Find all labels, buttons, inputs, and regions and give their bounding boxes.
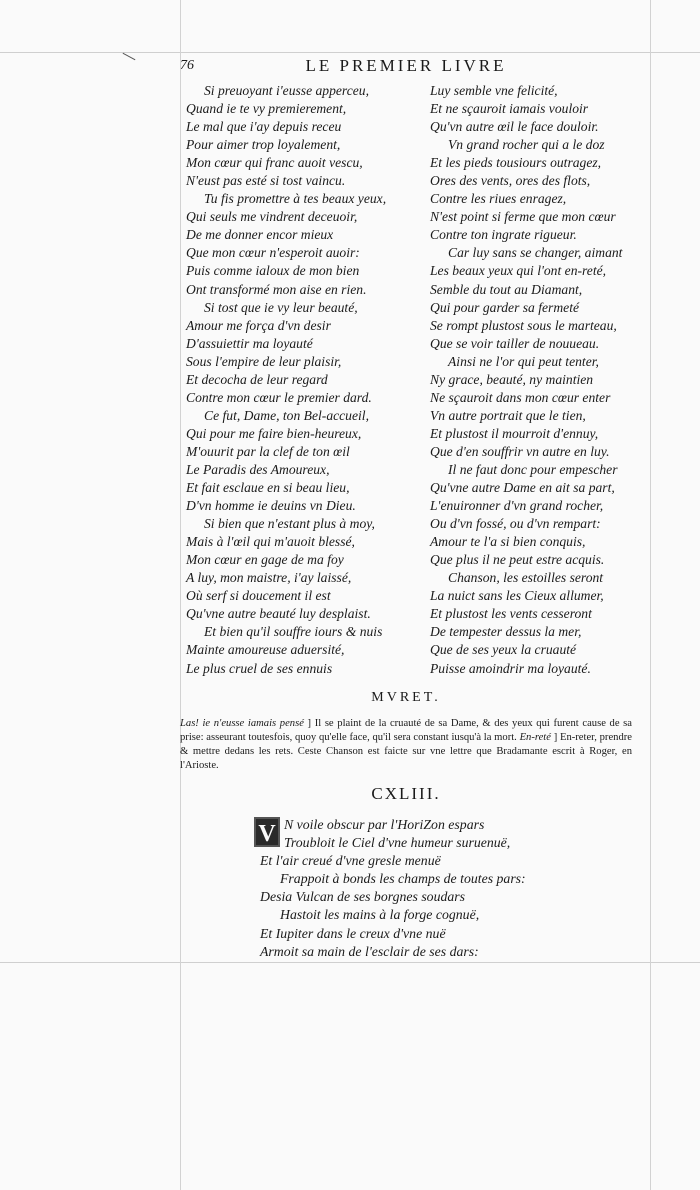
verse-line: Ce fut, Dame, ton Bel-accueil, <box>204 407 369 423</box>
verse-line: Et plustost il mourroit d'ennuy, <box>430 425 599 441</box>
verse-line: Et ne sçauroit iamais vouloir <box>430 101 589 117</box>
sonnet-number: CXLIII. <box>371 784 441 803</box>
commentary-text <box>180 717 632 773</box>
scan-rule-bottom <box>0 962 700 963</box>
verse-line: Et bien qu'il souffre iours & nuis <box>204 624 383 640</box>
scan-rule-right <box>650 0 651 1190</box>
dropcap-letter: V <box>254 817 280 847</box>
verse-line: Et fait esclaue en si beau lieu, <box>186 480 350 496</box>
verse-line: N'est point si ferme que mon cœur <box>430 209 616 225</box>
verse-line: La nuict sans les Cieux allumer, <box>430 588 604 604</box>
verse-line: Si tost que ie vy leur beauté, <box>204 299 358 315</box>
running-header <box>180 56 632 78</box>
verse-line: Le Paradis des Amoureux, <box>186 461 330 477</box>
verse-line: Ainsi ne l'or qui peut tenter, <box>448 353 599 369</box>
verse-line: Qu'vne autre beauté luy desplaist. <box>186 606 371 622</box>
verse-line: A luy, mon maistre, i'ay laissé, <box>186 570 352 586</box>
verse-line: Si bien que n'estant plus à moy, <box>204 516 375 532</box>
verse-line: Ores des vents, ores des flots, <box>430 173 591 189</box>
verse-line: Que se voir tailler de nouueau. <box>430 335 600 351</box>
verse-line: N'eust pas esté si tost vaincu. <box>186 173 346 189</box>
verse-line: Si preuoyant i'eusse apperceu, <box>204 83 369 98</box>
verse-line: Amour te l'a si bien conquis, <box>430 534 586 550</box>
verse-line: Ont transformé mon aise en rien. <box>186 281 367 297</box>
verse-line: Et plustost les vents cesseront <box>430 606 592 622</box>
verse-line: Et decocha de leur regard <box>186 371 328 387</box>
verse-line: Vn autre portrait que le tien, <box>430 407 586 423</box>
verse-line: Se rompt plustost sous le marteau, <box>430 317 617 333</box>
running-title: LE PREMIER LIVRE <box>305 56 507 75</box>
verse-line: Hastoit les mains à la forge cognuë, <box>280 907 480 923</box>
verse-line: Le mal que i'ay depuis receu <box>186 119 342 135</box>
verse-line: L'enuironner d'vn grand rocher, <box>430 498 604 514</box>
verse-line: Quand ie te vy premierement, <box>186 101 347 117</box>
verse-line: Il ne faut donc pour empescher <box>448 461 618 477</box>
verse-line: Qu'vne autre Dame en ait sa part, <box>430 480 615 496</box>
verse-line: Que d'en souffrir vn autre en luy. <box>430 443 610 459</box>
verse-line: Qu'vn autre œil le face douloir. <box>430 119 599 135</box>
verse-line: Armoit sa main de l'esclair de ses dars: <box>260 943 479 959</box>
verse-line: Que plus il ne peut estre acquis. <box>430 552 605 568</box>
scan-mark <box>123 53 136 60</box>
poem-left-column <box>186 82 418 678</box>
verse-line: Troubloit le Ciel d'vne humeur suruenuë, <box>284 835 511 851</box>
verse-line: Et Iupiter dans le creux d'vne nuë <box>260 925 446 941</box>
verse-line: Ou d'vn fossé, ou d'vn rempart: <box>430 516 601 532</box>
verse-line: Puisse amoindrir ma loyauté. <box>430 660 591 676</box>
sonnet-text <box>260 816 560 961</box>
page-number: 76 <box>180 58 194 73</box>
verse-line: Et l'air creué d'vne gresle menuë <box>260 853 441 869</box>
verse-line: De me donner encor mieux <box>186 227 334 243</box>
verse-line: Contre mon cœur le premier dard. <box>186 389 372 405</box>
verse-line: Mais à l'œil qui m'auoit blessé, <box>186 534 355 550</box>
verse-line: Qui pour garder sa fermeté <box>430 299 580 315</box>
verse-line: Pour aimer trop loyalement, <box>186 137 341 153</box>
verse-line: Mainte amoureuse aduersité, <box>186 642 345 658</box>
verse-line: Mon cœur en gage de ma foy <box>186 552 344 568</box>
verse-line: Semble du tout au Diamant, <box>430 281 583 297</box>
verse-line: Ny grace, beauté, ny maintien <box>430 371 594 387</box>
verse-line: Chanson, les estoilles seront <box>448 570 604 586</box>
verse-line: Luy semble vne felicité, <box>430 83 558 98</box>
scan-rule-top <box>0 52 700 53</box>
verse-line: Qui seuls me vindrent deceuoir, <box>186 209 358 225</box>
verse-line: N voile obscur par l'HoriZon espars <box>284 817 485 832</box>
verse-line: Tu fis promettre à tes beaux yeux, <box>204 191 387 207</box>
verse-line: Contre les riues enragez, <box>430 191 567 207</box>
verse-line: Sous l'empire de leur plaisir, <box>186 353 342 369</box>
commentary-title: MVRET. <box>371 690 441 705</box>
verse-line: Que mon cœur n'esperoit auoir: <box>186 245 360 261</box>
verse-line: Les beaux yeux qui l'ont en-reté, <box>430 263 607 279</box>
poem-right-column <box>430 82 640 678</box>
verse-line: Amour me força d'vn desir <box>186 317 331 333</box>
verse-line: D'vn homme ie deuins vn Dieu. <box>186 498 356 514</box>
verse-line: Que de ses yeux la cruauté <box>430 642 577 658</box>
scan-rule-left <box>180 0 181 1190</box>
verse-line: De tempester dessus la mer, <box>430 624 582 640</box>
commentary-gloss: ] Il se plaint de la cruauté de sa Dame, & des yeux qui furent cause de sa prise: asseurant toutesfois, quoy qu'elle face, qu'il sera constant iusqu'à la mort. <box>180 718 632 743</box>
verse-line: Et les pieds tousiours outragez, <box>430 155 602 171</box>
verse-line: D'assuiettir ma loyauté <box>186 335 313 351</box>
commentary-gloss: ] En-reter, prendre & mettre dedans les rets. Ceste Chanson est faicte sur vne lettre que Bradamante escrit à Roger, en l'Arioste. <box>180 732 632 771</box>
verse-line: Où serf si doucement il est <box>186 588 331 604</box>
verse-line: Mon cœur qui franc auoit vescu, <box>186 155 363 171</box>
verse-line: M'ouurit par la clef de ton œil <box>186 443 350 459</box>
verse-line: Frappoit à bonds les champs de toutes pars: <box>280 871 526 887</box>
verse-line: Vn grand rocher qui a le doz <box>448 137 605 153</box>
verse-line: Ne sçauroit dans mon cœur enter <box>430 389 611 405</box>
commentary-lemma: Las! ie n'eusse iamais pensé <box>180 718 304 729</box>
verse-line: Puis comme ialoux de mon bien <box>186 263 360 279</box>
verse-line: Qui pour me faire bien-heureux, <box>186 425 362 441</box>
verse-line: Contre ton ingrate rigueur. <box>430 227 577 243</box>
verse-line: Le plus cruel de ses ennuis <box>186 660 333 676</box>
commentary-lemma: En-reté <box>519 732 551 743</box>
verse-line: Car luy sans se changer, aimant <box>448 245 623 261</box>
verse-line: Desia Vulcan de ses borgnes soudars <box>260 889 466 905</box>
